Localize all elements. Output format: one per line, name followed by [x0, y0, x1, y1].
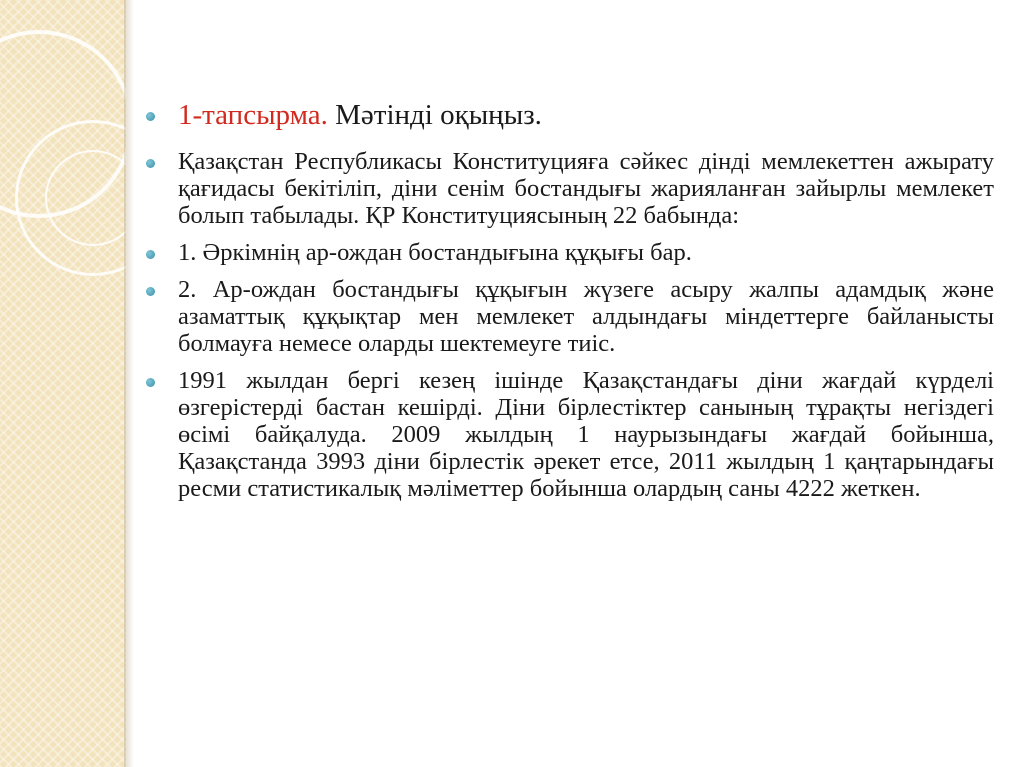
bullet-list: [146, 98, 994, 502]
slide-title: [146, 98, 994, 132]
paragraph-text: 1. Әркімнің ар-ождан бостандығына құқығы бар.: [178, 239, 692, 266]
paragraph-text: 2. Ар-ождан бостандығы құқығын жүзеге асыру жалпы адамдық және азаматтық құқықтар мен мемлекет алдындағы міндеттерге байланысты болмауға немесе оларды шектемеуге тиіс.: [178, 276, 994, 357]
bullet-icon: [146, 159, 155, 168]
bullet-item: [146, 148, 994, 229]
bullet-icon: [146, 287, 155, 296]
bullet-icon: [146, 112, 155, 121]
bullet-icon: [146, 378, 155, 387]
bullet-item: [146, 367, 994, 502]
decorative-side-strip: [0, 0, 126, 767]
bullet-item: [146, 239, 994, 266]
bullet-item: [146, 276, 994, 357]
paragraph-text: 1991 жылдан бергі кезең ішінде Қазақстандағы діни жағдай күрделі өзгерістерді бастан кешірді. Діни бірлестіктер санының тұрақты негіздегі өсімі байқалуда. 2009 жылдың 1 наурызындағы жағдай бойынша, Қазақстанда 3993 діни бірлестік әрекет етсе, 2011 жылдың 1 қаңтарындағы ресми статистикалық мәліметтер бойынша олардың саны 4222 жеткен.: [178, 367, 994, 502]
task-label: 1-тапсырма.: [178, 99, 328, 131]
paragraph-text: Қазақстан Республикасы Конституцияға сәйкес дінді мемлекеттен ажырату қағидасы бекітіліп, діни сенім бостандығы жарияланған зайырлы мемлекет болып табылады. ҚР Конституциясының 22 бабында:: [178, 148, 994, 229]
strip-shadow: [124, 0, 134, 767]
task-instruction: Мәтінді оқыңыз.: [327, 99, 542, 131]
slide-content: [146, 98, 994, 512]
bullet-icon: [146, 250, 155, 259]
